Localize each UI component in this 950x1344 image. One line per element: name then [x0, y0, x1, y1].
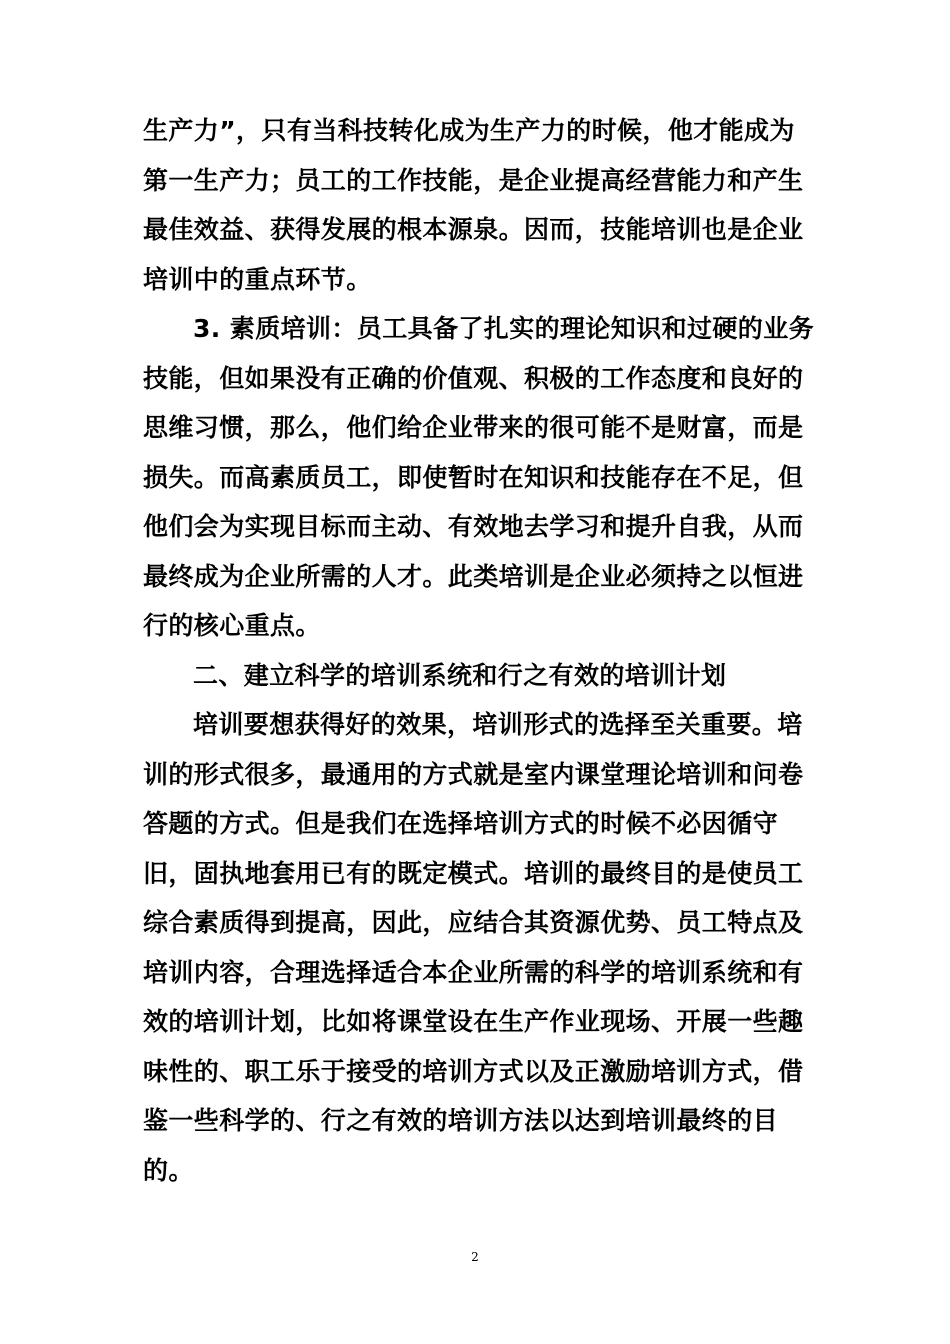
text-line: 鉴一些科学的、行之有效的培训方法以达到培训最终的目 — [143, 1106, 779, 1135]
text-line: 技能，但如果没有正确的价值观、积极的工作态度和良好的 — [143, 363, 804, 393]
text-line: 损失。而高素质员工，即使暂时在知识和技能存在不足，但 — [143, 462, 804, 492]
text-line: 最佳效益、获得发展的根本源泉。因而，技能培训也是企业 — [143, 215, 804, 244]
text-line: 行的核心重点。 — [143, 611, 321, 640]
text-line: 的。 — [143, 1155, 194, 1185]
text-line: 培训中的重点环节。 — [143, 264, 372, 294]
text-line: 答题的方式。但是我们在选择培训方式的时候不必因循守 — [143, 809, 779, 838]
text-line: 效的培训计划，比如将课堂设在生产作业现场、开展一些趣 — [143, 1007, 804, 1036]
text-line: 味性的、职工乐于接受的培训方式以及正激励培训方式，借 — [143, 1056, 804, 1086]
text-line: 生产力”，只有当科技转化成为生产力的时候，他才能成为 — [143, 116, 795, 145]
text-line: 最终成为企业所需的人才。此类培训是企业必须持之以恒进 — [143, 561, 804, 591]
text-line: 他们会为实现目标而主动、有效地去学习和提升自我，从而 — [143, 512, 804, 541]
paragraph-start-line: 培训要想获得好的效果，培训形式的选择至关重要。培 — [193, 710, 803, 739]
text-line: 思维习惯，那么，他们给企业带来的很可能不是财富，而是 — [143, 413, 804, 442]
paragraph-start-line: 3. 素质培训：员工具备了扎实的理论知识和过硬的业务 — [193, 314, 814, 343]
section-heading: 二、建立科学的培训系统和行之有效的培训计划 — [193, 660, 727, 690]
text-line: 训的形式很多，最通用的方式就是室内课堂理论培训和问卷 — [143, 759, 804, 789]
text-line: 综合素质得到提高，因此，应结合其资源优势、员工特点及 — [143, 908, 804, 937]
text-line: 旧，固执地套用已有的既定模式。培训的最终目的是使员工 — [143, 858, 804, 888]
document-body — [143, 106, 838, 1195]
text-line: 培训内容，合理选择适合本企业所需的科学的培训系统和有 — [143, 957, 804, 987]
text-line: 第一生产力；员工的工作技能，是企业提高经营能力和产生 — [143, 165, 804, 195]
page-number: 2 — [471, 1250, 479, 1264]
